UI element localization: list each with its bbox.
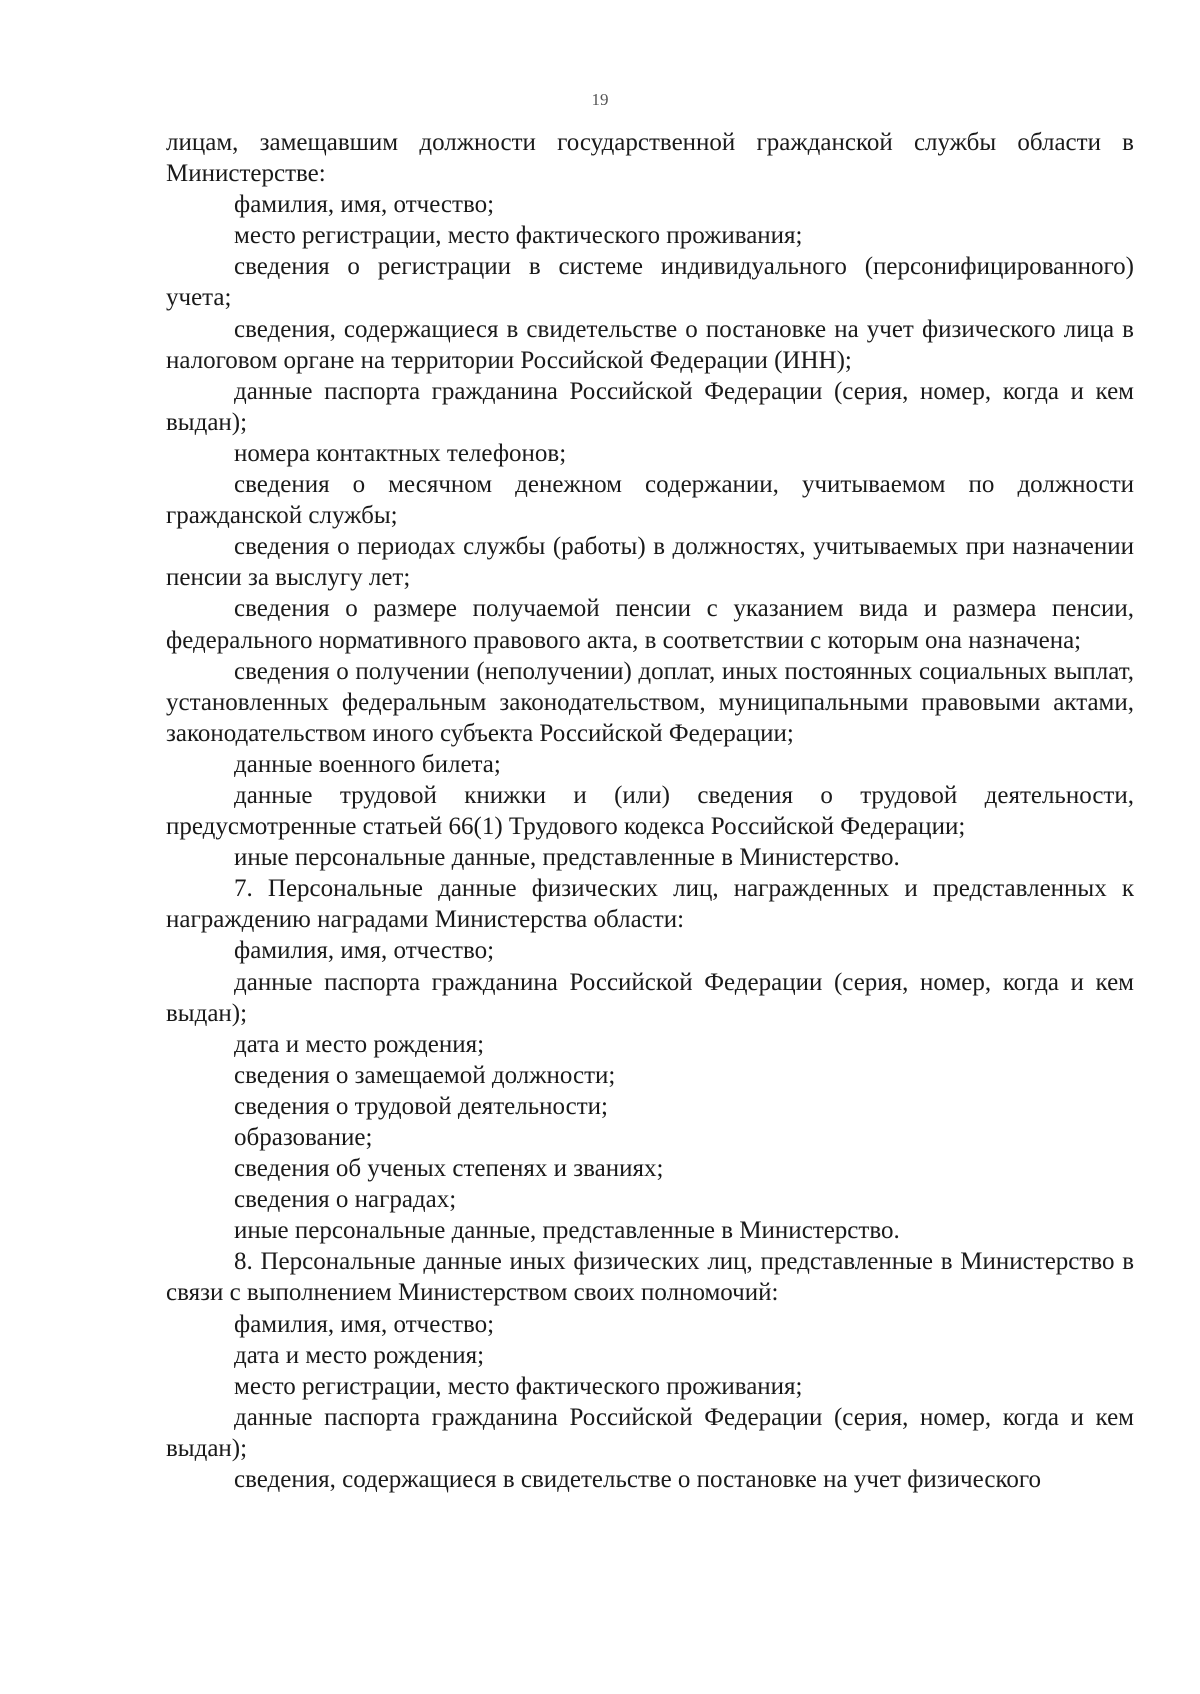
- paragraph: сведения о периодах службы (работы) в должностях, учитываемых при назначении пенсии за выслугу лет;: [166, 533, 1134, 592]
- paragraph: 7. Персональные данные физических лиц, награжденных и представленных к награждению наградами Министерства области:: [166, 875, 1134, 934]
- paragraph: данные трудовой книжки и (или) сведения о трудовой деятельности, предусмотренные статьей 66(1) Трудового кодекса Российской Федерации;: [166, 781, 1134, 841]
- paragraph: сведения о получении (неполучении) доплат, иных постоянных социальных выплат, установленных федеральным законодательством, муниципальными правовыми актами, законодательством иного субъекта Российской Федерации;: [166, 657, 1134, 747]
- paragraph: дата и место рождения;: [234, 1341, 485, 1369]
- page-number: 19: [591, 90, 609, 109]
- paragraph: сведения о наградах;: [234, 1186, 457, 1214]
- paragraph: данные военного билета;: [234, 750, 501, 778]
- paragraph: сведения о трудовой деятельности;: [234, 1092, 608, 1120]
- paragraph: номера контактных телефонов;: [234, 439, 567, 467]
- paragraph: образование;: [234, 1124, 373, 1151]
- paragraph: данные паспорта гражданина Российской Федерации (серия, номер, когда и кем выдан);: [166, 968, 1134, 1027]
- paragraph: иные персональные данные, представленные в Министерство.: [234, 844, 900, 872]
- paragraph: 8. Персональные данные иных физических лиц, представленные в Министерство в связи с выполнением Министерством своих полномочий:: [166, 1248, 1134, 1307]
- paragraph: дата и место рождения;: [234, 1030, 485, 1058]
- paragraph: место регистрации, место фактического проживания;: [234, 222, 803, 250]
- document-body: [166, 127, 1134, 1495]
- paragraph: сведения о размере получаемой пенсии с указанием вида и размера пенсии, федерального нормативного правового акта, в соответствии с которым она назначена;: [166, 595, 1134, 654]
- paragraph: сведения, содержащиеся в свидетельстве о постановке на учет физического лица в налоговом органе на территории Российской Федерации (ИНН);: [166, 315, 1134, 374]
- paragraph: сведения, содержащиеся в свидетельстве о постановке на учет физического: [234, 1466, 1041, 1494]
- paragraph: данные паспорта гражданина Российской Федерации (серия, номер, когда и кем выдан);: [166, 1403, 1134, 1462]
- paragraph: данные паспорта гражданина Российской Федерации (серия, номер, когда и кем выдан);: [166, 377, 1134, 436]
- paragraph: фамилия, имя, отчество;: [234, 191, 495, 219]
- paragraph: сведения о регистрации в системе индивидуального (персонифицированного) учета;: [166, 253, 1134, 312]
- paragraph: иные персональные данные, представленные в Министерство.: [234, 1217, 900, 1245]
- paragraph: фамилия, имя, отчество;: [234, 937, 495, 965]
- paragraph: лицам, замещавшим должности государственной гражданской службы области в Министерстве:: [166, 129, 1134, 188]
- paragraph: фамилия, имя, отчество;: [234, 1310, 495, 1338]
- paragraph: место регистрации, место фактического проживания;: [234, 1372, 803, 1400]
- paragraph: сведения о замещаемой должности;: [234, 1061, 616, 1089]
- paragraph: сведения о месячном денежном содержании, учитываемом по должности гражданской службы;: [166, 471, 1134, 530]
- paragraph: сведения об ученых степенях и званиях;: [234, 1155, 664, 1183]
